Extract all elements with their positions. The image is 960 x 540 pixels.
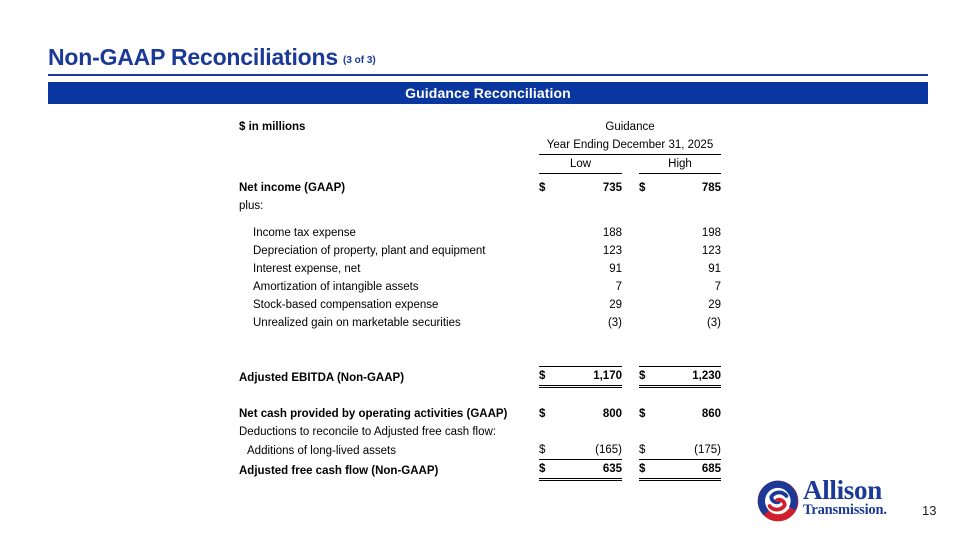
currency-symbol-low: $ — [539, 182, 546, 194]
currency-symbol-high: $ — [639, 460, 657, 480]
currency-symbol-low: $ — [539, 367, 557, 387]
value-high: 198 — [701, 227, 722, 239]
table-row-net-cash — [239, 405, 721, 423]
table-row-additions — [239, 441, 721, 460]
value-high: 1,230 — [657, 367, 721, 387]
allison-emblem-icon — [757, 480, 799, 522]
currency-symbol-high: $ — [639, 441, 657, 460]
row-label: Net income (GAAP) — [239, 182, 346, 194]
value-low: (165) — [557, 441, 622, 460]
table-row-amortization — [239, 278, 721, 296]
currency-symbol-high: $ — [639, 367, 657, 387]
row-label: Adjusted free cash flow (Non-GAAP) — [239, 464, 439, 477]
value-low: (3) — [607, 317, 622, 329]
currency-symbol-low: $ — [539, 408, 546, 420]
row-label: Unrealized gain on marketable securities — [253, 317, 461, 329]
table-row-plus — [239, 197, 721, 215]
section-banner — [48, 82, 928, 104]
table-row-unrealized-gain — [239, 314, 721, 332]
row-label: Deductions to reconcile to Adjusted free cash flow: — [239, 426, 496, 438]
value-high: 685 — [657, 460, 721, 480]
value-low: 635 — [557, 460, 622, 480]
spacer — [239, 215, 721, 224]
value-low: 188 — [602, 227, 622, 239]
value-low: 7 — [615, 281, 622, 293]
page-title-suffix: (3 of 3) — [342, 55, 376, 66]
row-label: Interest expense, net — [253, 263, 361, 275]
value-low: 29 — [609, 299, 622, 311]
value-low: 1,170 — [557, 367, 622, 387]
table-row-income-tax — [239, 224, 721, 242]
row-label: Amortization of intangible assets — [253, 281, 419, 293]
row-label: Additions of long-lived assets — [247, 444, 396, 457]
table-row-depreciation — [239, 242, 721, 260]
row-label: Adjusted EBITDA (Non-GAAP) — [239, 371, 405, 384]
spacer — [239, 332, 721, 349]
table-header-row-period — [239, 136, 721, 155]
page-title — [48, 44, 376, 71]
value-low: 91 — [609, 263, 622, 275]
title-divider — [48, 74, 928, 76]
value-high: 29 — [708, 299, 722, 311]
currency-symbol-low: $ — [539, 460, 557, 480]
currency-symbol-high: $ — [639, 408, 646, 420]
value-high: 860 — [701, 408, 722, 420]
currency-symbol-high: $ — [639, 182, 646, 194]
table-row-adjusted-ebitda — [239, 367, 721, 387]
spacer — [239, 387, 721, 406]
value-low: 123 — [602, 245, 622, 257]
section-banner-label: Guidance Reconciliation — [405, 85, 571, 101]
table-header-row-columns — [239, 155, 721, 174]
logo-transmission-text: Transmission. — [803, 502, 887, 518]
page-number: 13 — [922, 503, 937, 518]
column-header-low: Low — [539, 155, 622, 174]
table-row-adjusted-fcf — [239, 460, 721, 480]
value-low: 800 — [602, 408, 622, 420]
table-row-interest — [239, 260, 721, 278]
table-row-net-income — [239, 179, 721, 197]
units-label: $ in millions — [239, 121, 306, 133]
group-header-guidance: Guidance — [605, 121, 655, 133]
value-low: 735 — [602, 182, 622, 194]
table-header-row-units — [239, 118, 721, 136]
value-high: 91 — [708, 263, 722, 275]
spacer — [239, 349, 721, 367]
row-label: Depreciation of property, plant and equipment — [253, 245, 486, 257]
value-high: 123 — [701, 245, 722, 257]
value-high: (3) — [706, 317, 722, 329]
row-label: Income tax expense — [253, 227, 356, 239]
guidance-reconciliation-table — [239, 118, 729, 481]
table-row-stock-comp — [239, 296, 721, 314]
company-logo — [757, 476, 917, 526]
row-label: Stock-based compensation expense — [253, 299, 439, 311]
column-header-high: High — [639, 155, 721, 174]
row-label: plus: — [239, 200, 264, 212]
currency-symbol-low: $ — [539, 441, 557, 460]
value-high: (175) — [657, 441, 721, 460]
period-header: Year Ending December 31, 2025 — [539, 136, 721, 155]
value-high: 785 — [701, 182, 722, 194]
row-label: Net cash provided by operating activities (GAAP) — [239, 408, 508, 420]
table-row-deductions-note — [239, 423, 721, 441]
value-high: 7 — [714, 281, 722, 293]
logo-wordmark — [803, 475, 923, 518]
page-title-text: Non-GAAP Reconciliations — [48, 44, 338, 70]
logo-allison-text: Allison — [803, 475, 882, 505]
